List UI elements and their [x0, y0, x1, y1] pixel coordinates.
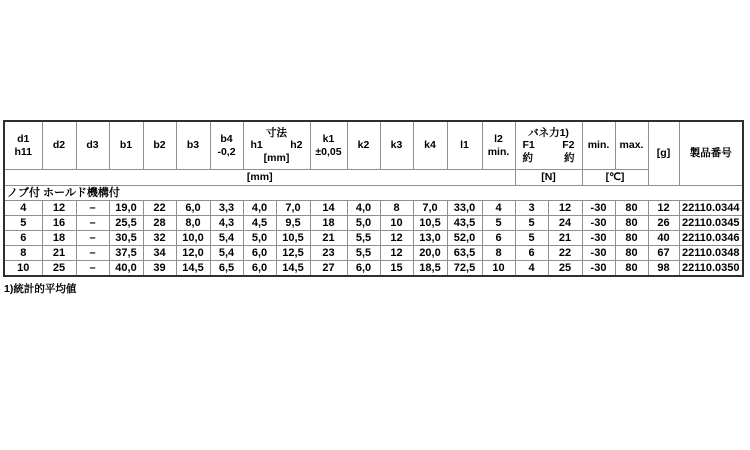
cell: 6,0 [347, 261, 380, 277]
cell: 4,5 [243, 216, 276, 231]
cell: 8,0 [176, 216, 210, 231]
header-part-number: 製品番号 [679, 121, 743, 186]
cell-part-number: 22110.0348 [679, 246, 743, 261]
header-dimensions-group [243, 121, 310, 170]
header-f1: F1 [522, 139, 535, 152]
table-row [4, 261, 743, 277]
cell: -30 [582, 261, 615, 277]
header-d3: d3 [76, 121, 109, 170]
cell: 28 [143, 216, 176, 231]
cell: 12 [42, 201, 76, 216]
header-k1-label: k1 [322, 133, 335, 146]
header-b4-label: b4 [220, 133, 233, 146]
header-f2-approx: 約 [564, 151, 575, 164]
header-b1: b1 [109, 121, 143, 170]
header-k1 [310, 121, 347, 170]
table-row [4, 231, 743, 246]
cell: 12 [548, 201, 582, 216]
header-h1: h1 [250, 139, 263, 152]
cell: 13,0 [413, 231, 447, 246]
header-k4: k4 [413, 121, 447, 170]
cell: 98 [648, 261, 679, 277]
cell-part-number: 22110.0345 [679, 216, 743, 231]
cell: 37,5 [109, 246, 143, 261]
cell: 21 [42, 246, 76, 261]
cell: -30 [582, 201, 615, 216]
header-l2 [482, 121, 515, 170]
cell: 18 [42, 231, 76, 246]
section-title: ノブ付 ホールド機構付 [4, 186, 743, 201]
cell: 10,0 [176, 231, 210, 246]
section-header-row [4, 186, 743, 201]
cell: 14 [310, 201, 347, 216]
subheader-n: [N] [515, 170, 582, 186]
cell: 18,5 [413, 261, 447, 277]
cell: 18 [310, 216, 347, 231]
cell: 4 [515, 261, 548, 277]
header-l2-min: min. [487, 145, 510, 158]
table-row [4, 216, 743, 231]
cell: 4,0 [347, 201, 380, 216]
cell: 40 [648, 231, 679, 246]
cell: 5,5 [347, 231, 380, 246]
cell: 8 [4, 246, 42, 261]
cell-part-number: 22110.0350 [679, 261, 743, 277]
dimensions-group-unit: [mm] [263, 151, 290, 164]
subheader-mm: [mm] [4, 170, 515, 186]
cell-part-number: 22110.0344 [679, 201, 743, 216]
header-k2: k2 [347, 121, 380, 170]
cell: 6,0 [243, 246, 276, 261]
cell: 10 [380, 216, 413, 231]
cell: 12,0 [176, 246, 210, 261]
header-f2: F2 [562, 139, 575, 152]
cell: 63,5 [447, 246, 482, 261]
table-row [4, 246, 743, 261]
header-spring-force-group [515, 121, 582, 170]
cell: 16 [42, 216, 76, 231]
cell: 6,0 [176, 201, 210, 216]
cell: 9,5 [276, 216, 310, 231]
cell: 5,0 [243, 231, 276, 246]
cell: 5,4 [210, 231, 243, 246]
header-k1-tolerance: ±0,05 [315, 145, 342, 158]
cell: – [76, 201, 109, 216]
cell: 52,0 [447, 231, 482, 246]
header-d1-tolerance: h11 [14, 145, 32, 158]
cell: 5 [515, 231, 548, 246]
cell: 10 [482, 261, 515, 277]
cell: – [76, 216, 109, 231]
spec-table-container [3, 120, 744, 277]
cell-part-number: 22110.0346 [679, 231, 743, 246]
header-k3: k3 [380, 121, 413, 170]
header-l1: l1 [447, 121, 482, 170]
cell: 3,3 [210, 201, 243, 216]
cell: 33,0 [447, 201, 482, 216]
cell: 5,5 [347, 246, 380, 261]
cell: 72,5 [447, 261, 482, 277]
cell: 27 [310, 261, 347, 277]
cell: 80 [615, 246, 648, 261]
dimensions-group-title: 寸法 [266, 126, 287, 139]
cell: 12 [380, 231, 413, 246]
cell: 25,5 [109, 216, 143, 231]
cell: 14,5 [276, 261, 310, 277]
cell: 6,0 [243, 261, 276, 277]
cell: 5,0 [347, 216, 380, 231]
header-b3: b3 [176, 121, 210, 170]
cell: 5,4 [210, 246, 243, 261]
table-row [4, 201, 743, 216]
header-b2: b2 [143, 121, 176, 170]
cell: 80 [615, 216, 648, 231]
cell: 80 [615, 201, 648, 216]
header-weight: [g] [648, 121, 679, 186]
cell: 30,5 [109, 231, 143, 246]
header-temp-min: min. [582, 121, 615, 170]
header-d1-label: d1 [17, 133, 30, 146]
cell: 22 [548, 246, 582, 261]
header-temp-max: max. [615, 121, 648, 170]
cell: 8 [380, 201, 413, 216]
cell: 3 [515, 201, 548, 216]
cell: -30 [582, 216, 615, 231]
cell: 23 [310, 246, 347, 261]
footnote: 1)統計的平均値 [4, 283, 77, 295]
cell: 40,0 [109, 261, 143, 277]
header-l2-label: l2 [494, 133, 503, 146]
cell: 26 [648, 216, 679, 231]
cell: -30 [582, 231, 615, 246]
cell: 5 [482, 216, 515, 231]
spec-table [3, 120, 744, 277]
cell: 39 [143, 261, 176, 277]
cell: -30 [582, 246, 615, 261]
cell: 12,5 [276, 246, 310, 261]
cell: 25 [42, 261, 76, 277]
cell: 4,3 [210, 216, 243, 231]
cell: 10,5 [413, 216, 447, 231]
cell: – [76, 231, 109, 246]
cell: 7,0 [413, 201, 447, 216]
cell: 21 [548, 231, 582, 246]
cell: 5 [515, 216, 548, 231]
cell: 10,5 [276, 231, 310, 246]
cell: 10 [4, 261, 42, 277]
cell: 43,5 [447, 216, 482, 231]
cell: 8 [482, 246, 515, 261]
header-b4 [210, 121, 243, 170]
cell: 25 [548, 261, 582, 277]
cell: 15 [380, 261, 413, 277]
cell: 24 [548, 216, 582, 231]
cell: 80 [615, 231, 648, 246]
cell: 4,0 [243, 201, 276, 216]
cell: 12 [648, 201, 679, 216]
cell: 22 [143, 201, 176, 216]
cell: 34 [143, 246, 176, 261]
header-b4-tolerance: -0,2 [217, 145, 236, 158]
cell: 80 [615, 261, 648, 277]
cell: 14,5 [176, 261, 210, 277]
cell: 5 [4, 216, 42, 231]
header-row-main [4, 121, 743, 170]
header-d1-h11 [4, 121, 42, 170]
cell: 4 [4, 201, 42, 216]
cell: 32 [143, 231, 176, 246]
cell: 6 [482, 231, 515, 246]
cell: 6 [515, 246, 548, 261]
header-d2: d2 [42, 121, 76, 170]
cell: 6 [4, 231, 42, 246]
cell: 7,0 [276, 201, 310, 216]
cell: 6,5 [210, 261, 243, 277]
cell: – [76, 261, 109, 277]
cell: 12 [380, 246, 413, 261]
cell: 21 [310, 231, 347, 246]
header-row-units [4, 170, 743, 186]
header-h2: h2 [290, 139, 303, 152]
cell: 19,0 [109, 201, 143, 216]
subheader-temp: [℃] [582, 170, 648, 186]
cell: – [76, 246, 109, 261]
spring-force-title: バネ力1) [528, 126, 569, 139]
header-f1-approx: 約 [522, 151, 533, 164]
cell: 20,0 [413, 246, 447, 261]
cell: 4 [482, 201, 515, 216]
cell: 67 [648, 246, 679, 261]
